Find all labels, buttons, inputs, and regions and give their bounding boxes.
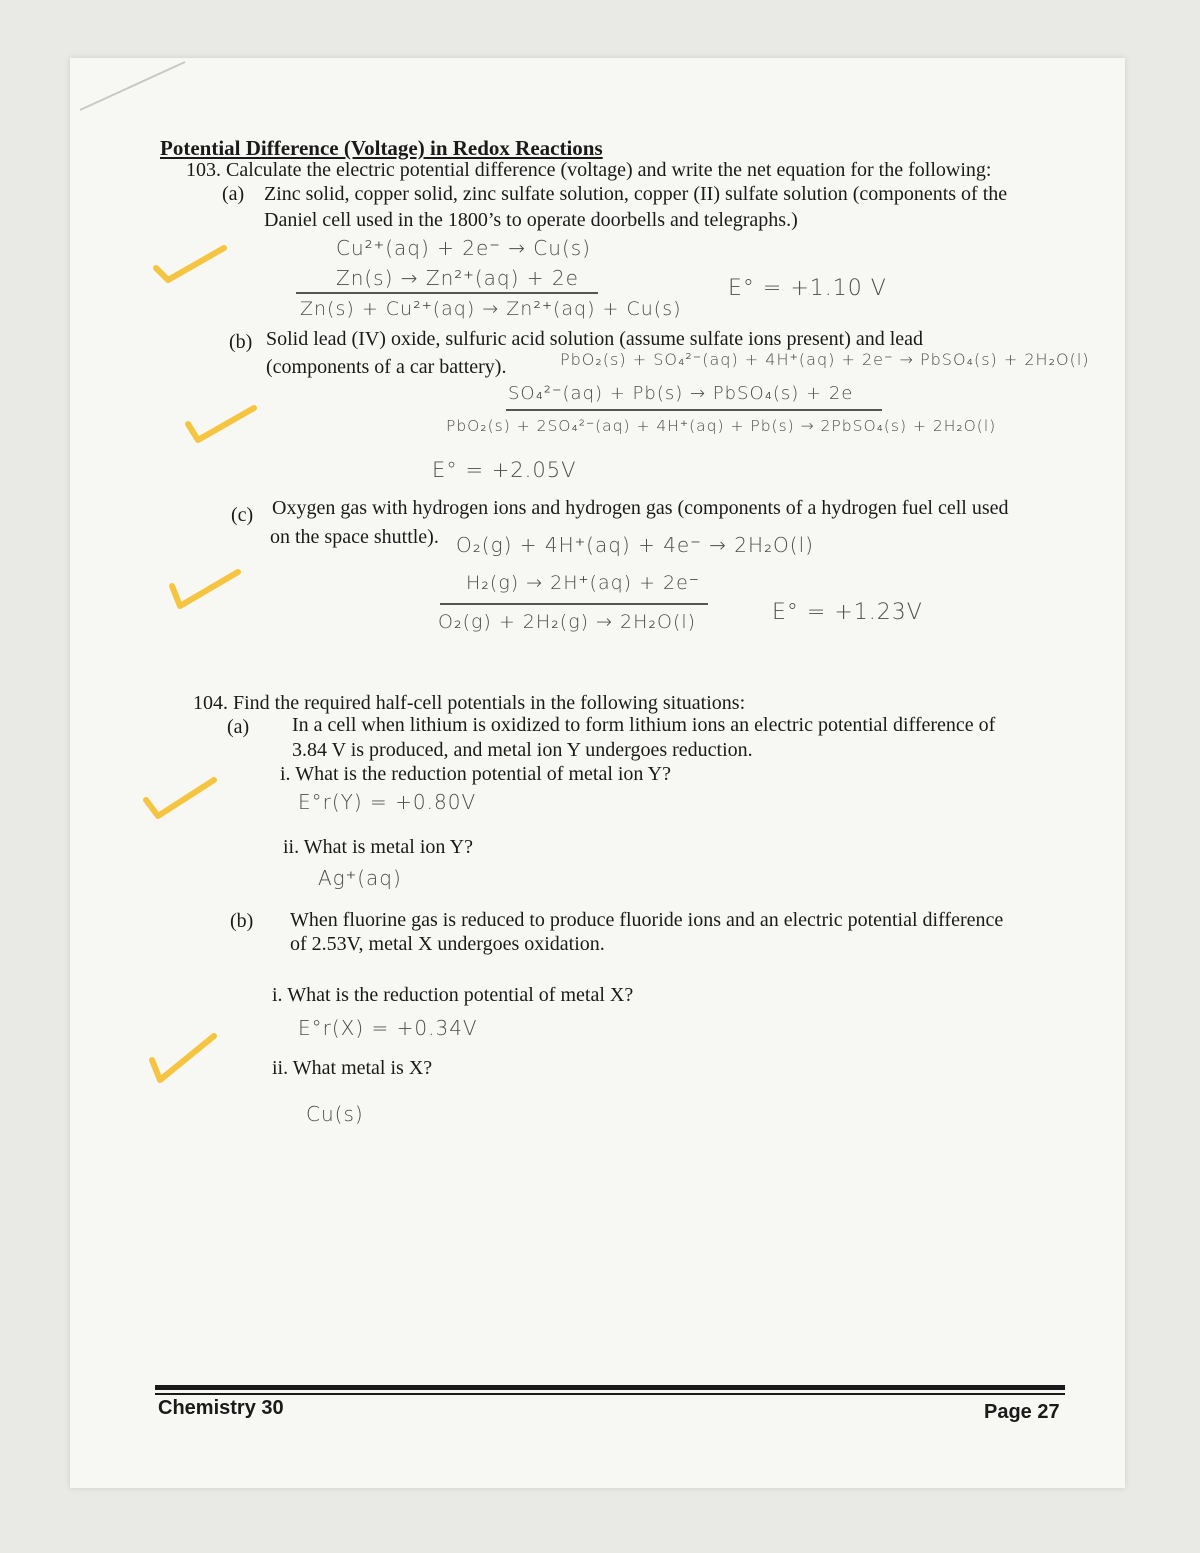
q104b-label: (b) xyxy=(230,910,254,932)
footer-rule xyxy=(155,1385,1065,1390)
checkmark-icon xyxy=(150,240,230,290)
q103b-handwriting-2: SO₄²⁻(aq) + Pb(s) → PbSO₄(s) + 2e xyxy=(508,383,854,404)
footer-rule-thin xyxy=(155,1393,1065,1395)
section-title: Potential Difference (Voltage) in Redox Reactions xyxy=(160,136,603,160)
q103a-text-line1: Zinc solid, copper solid, zinc sulfate solution, copper (II) sulfate solution (components of the xyxy=(264,183,1008,205)
q103a-potential: E° = +1.10 V xyxy=(728,276,887,301)
q104b-answer-ii: Cu(s) xyxy=(306,1102,364,1126)
q103a-sum-line xyxy=(296,292,598,294)
q104a-question-ii: ii. What is metal ion Y? xyxy=(283,836,473,858)
q104b-answer-i: E°r(X) = +0.34V xyxy=(298,1016,478,1040)
q104a-answer-i: E°r(Y) = +0.80V xyxy=(298,790,477,814)
q103c-text-line1: Oxygen gas with hydrogen ions and hydrogen gas (components of a hydrogen fuel cell used xyxy=(272,497,1009,519)
q104a-label: (a) xyxy=(227,716,250,738)
q103a-handwriting-1: Cu²⁺(aq) + 2e⁻ → Cu(s) xyxy=(336,236,591,260)
q104b-text-line2: of 2.53V, metal X undergoes oxidation. xyxy=(290,933,605,955)
q103-prompt: 103. Calculate the electric potential difference (voltage) and write the net equation for the following: xyxy=(186,159,992,181)
q103b-handwriting-3: PbO₂(s) + 2SO₄²⁻(aq) + 4H⁺(aq) + Pb(s) → 2PbSO₄(s) + 2H₂O(l) xyxy=(446,417,997,435)
q104a-text-line1: In a cell when lithium is oxidized to form lithium ions an electric potential difference of xyxy=(292,714,996,736)
checkmark-icon xyxy=(146,1030,226,1090)
q103a-handwriting-3: Zn(s) + Cu²⁺(aq) → Zn²⁺(aq) + Cu(s) xyxy=(300,298,682,320)
checkmark-icon xyxy=(182,400,262,450)
footer-page-number: Page 27 xyxy=(984,1401,1060,1423)
q104a-question-i: i. What is the reduction potential of metal ion Y? xyxy=(280,763,672,785)
checkmark-icon xyxy=(166,566,246,616)
checkmark-icon xyxy=(140,776,220,826)
q103c-text-line2: on the space shuttle). xyxy=(270,526,439,548)
q103c-potential: E° = +1.23V xyxy=(772,600,923,625)
q103b-sum-line xyxy=(506,409,882,411)
q104b-question-ii: ii. What metal is X? xyxy=(272,1057,433,1079)
q104-prompt: 104. Find the required half-cell potentials in the following situations: xyxy=(193,692,746,714)
q103c-handwriting-1: O₂(g) + 4H⁺(aq) + 4e⁻ → 2H₂O(l) xyxy=(456,533,814,557)
q103c-handwriting-3: O₂(g) + 2H₂(g) → 2H₂O(l) xyxy=(438,611,697,633)
q104b-text-line1: When fluorine gas is reduced to produce fluoride ions and an electric potential difference xyxy=(290,909,1004,931)
q104a-text-line2: 3.84 V is produced, and metal ion Y undergoes reduction. xyxy=(292,739,753,761)
q103c-handwriting-2: H₂(g) → 2H⁺(aq) + 2e⁻ xyxy=(466,572,700,594)
q104b-question-i: i. What is the reduction potential of metal X? xyxy=(272,984,634,1006)
q103c-sum-line xyxy=(440,603,708,605)
q104a-answer-ii: Ag⁺(aq) xyxy=(318,866,402,890)
q103a-label: (a) xyxy=(222,183,245,205)
q103b-handwriting-1: PbO₂(s) + SO₄²⁻(aq) + 4H⁺(aq) + 2e⁻ → PbSO₄(s) + 2H₂O(l) xyxy=(560,350,1090,369)
q103b-label: (b) xyxy=(229,331,253,353)
footer-course: Chemistry 30 xyxy=(158,1397,284,1419)
q103c-label: (c) xyxy=(231,504,254,526)
q103b-text-line1: Solid lead (IV) oxide, sulfuric acid solution (assume sulfate ions present) and lead xyxy=(266,328,924,350)
q103b-text-line2: (components of a car battery). xyxy=(266,356,507,378)
q103a-handwriting-2: Zn(s) → Zn²⁺(aq) + 2e xyxy=(336,266,579,290)
q103a-text-line2: Daniel cell used in the 1800’s to operate doorbells and telegraphs.) xyxy=(264,209,798,231)
q103b-potential: E° = +2.05V xyxy=(432,458,577,482)
